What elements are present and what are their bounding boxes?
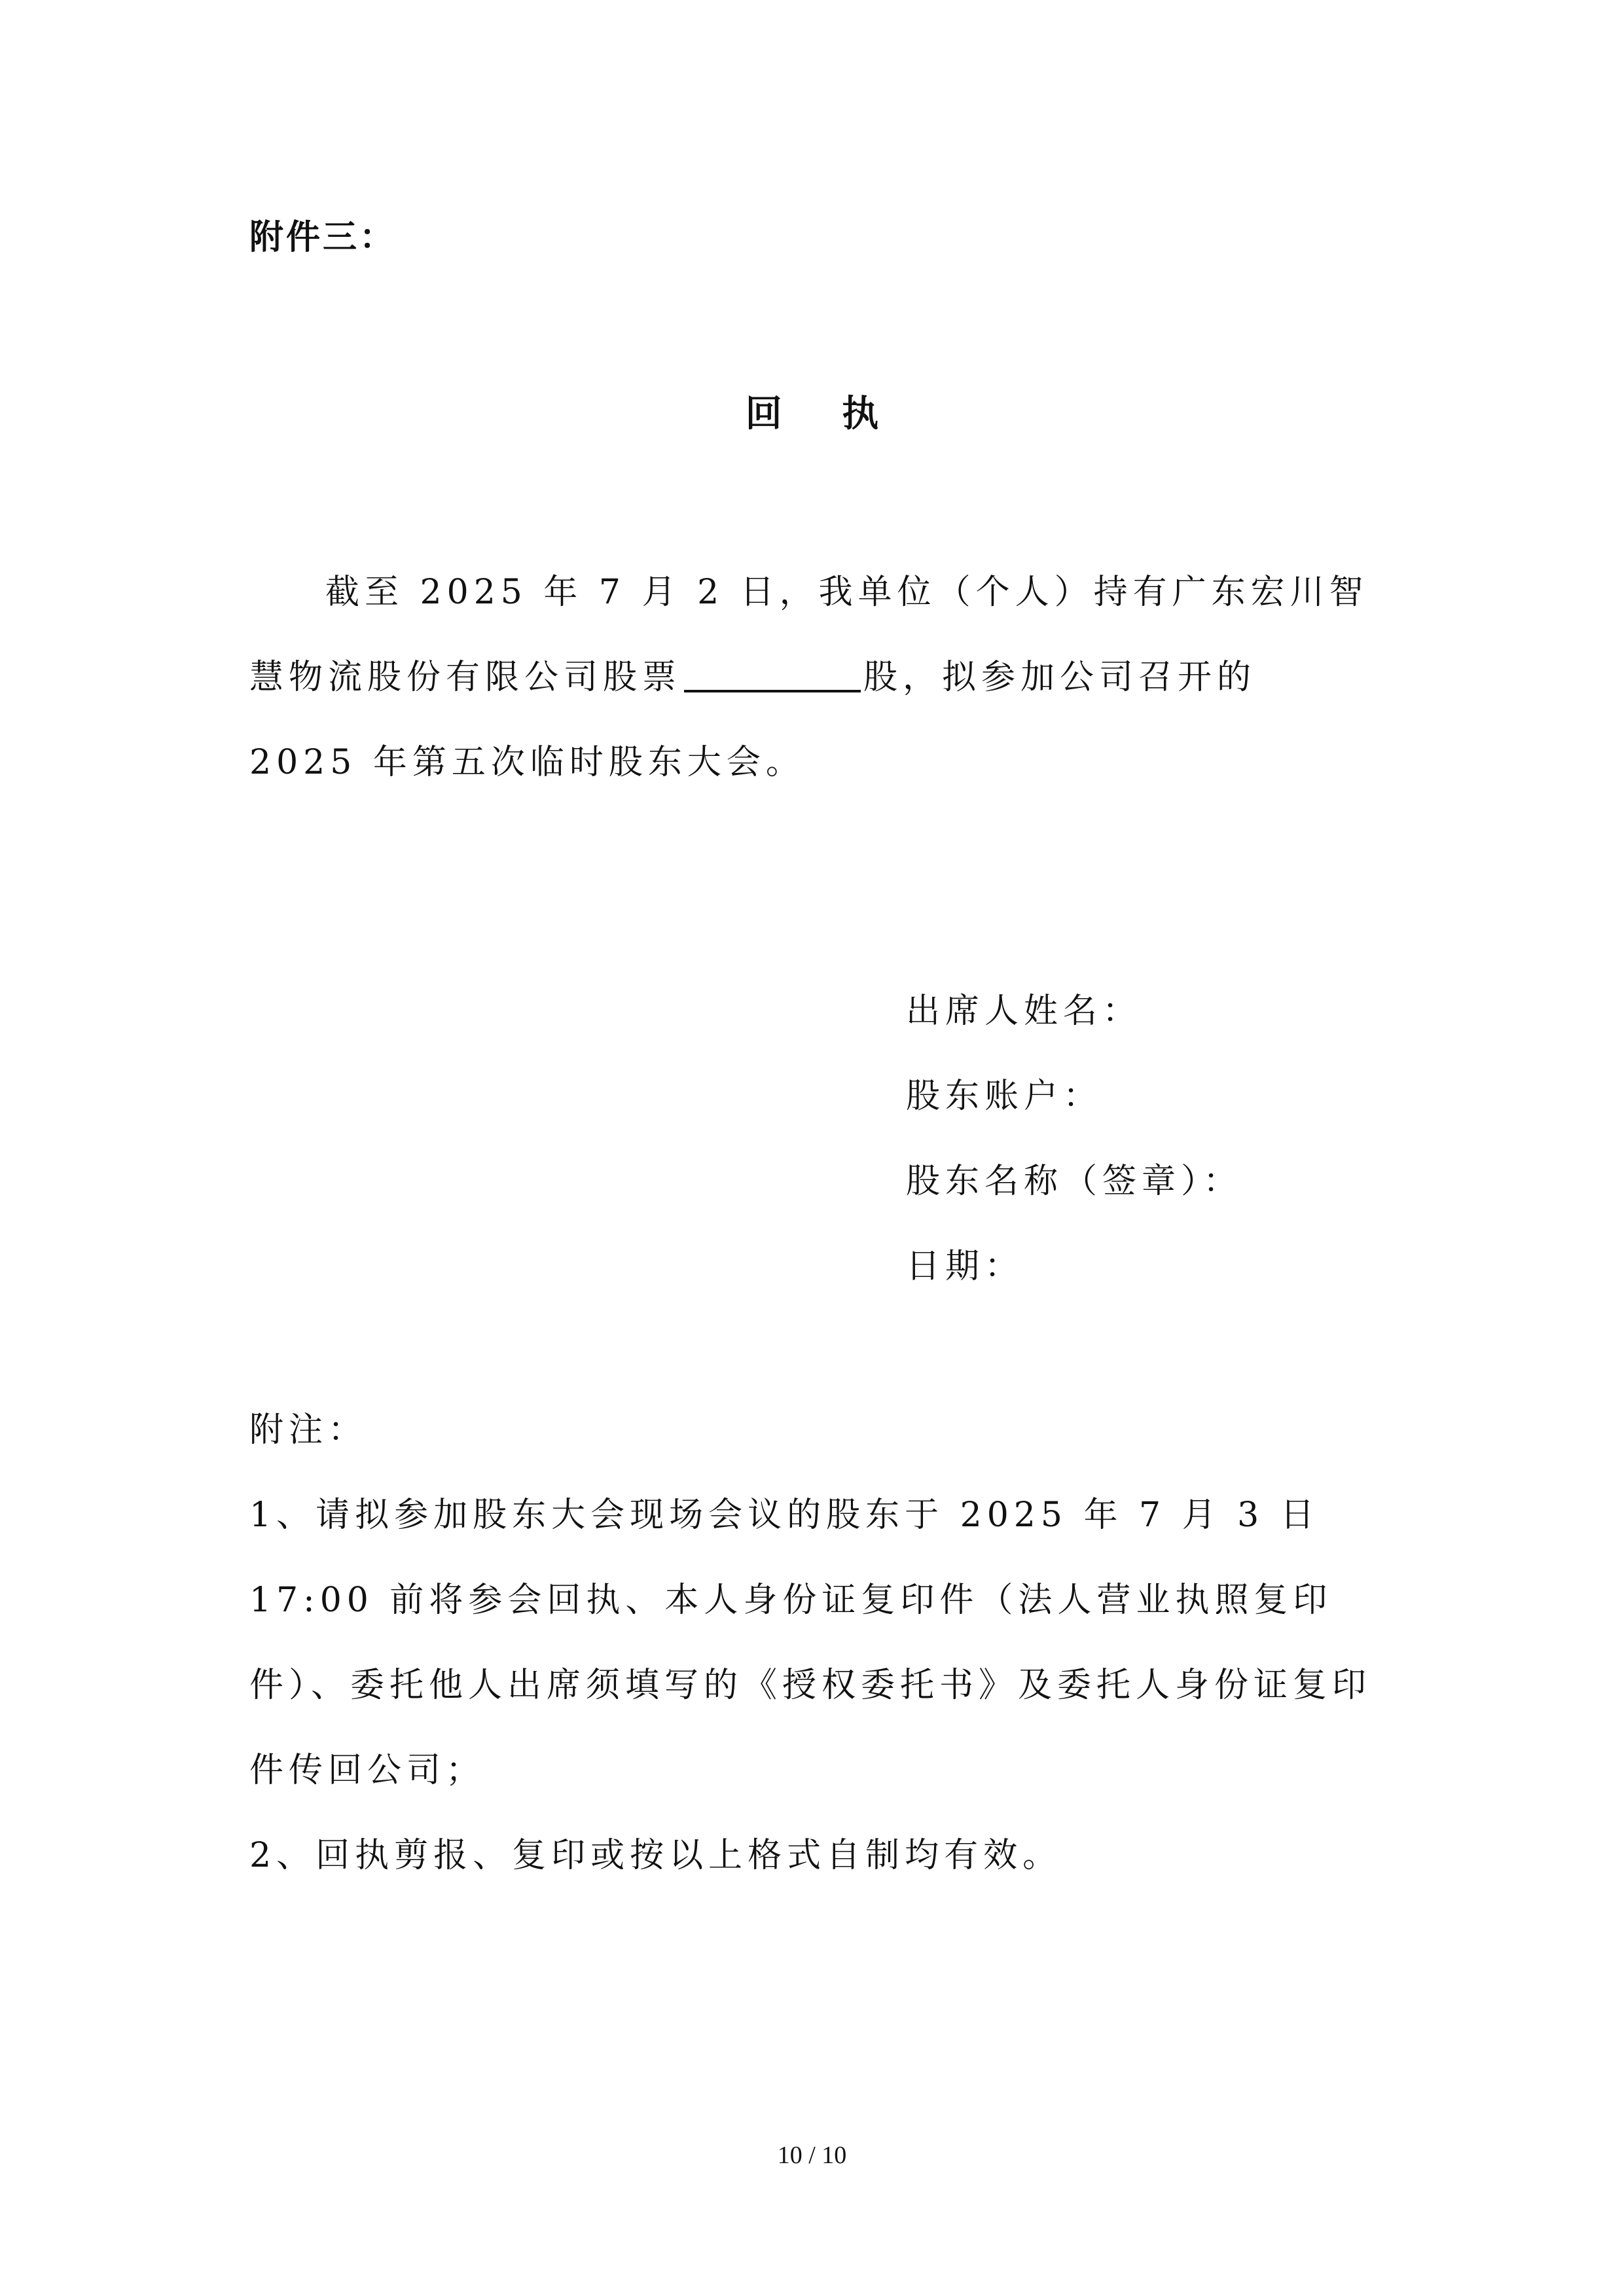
page-number: 10 / 10: [777, 2142, 847, 2169]
attendee-name-field: 出席人姓名：: [906, 992, 1142, 1031]
note-item-1: 1、请拟参加股东大会现场会议的股东于 2025 年 7 月 3 日 17:00 前将参会回执、本人身份证复印件（法人营业执照复印件）、委托他人出席须填写的《授权委托书》及委托人身份证复印件传回公司；: [249, 1496, 1372, 1790]
share-count-blank[interactable]: [684, 656, 861, 692]
notes-heading: 附注：: [249, 1410, 368, 1450]
attachment-label: 附件三：: [249, 217, 397, 257]
note-item-2: 2、回执剪报、复印或按以上格式自制均有效。: [249, 1836, 1062, 1875]
date-field: 日期：: [906, 1247, 1024, 1286]
statement-text-part1: 截至 2025 年 7 月 2 日，我单位（个人）持有广东宏川智慧物流股份有限公司股票: [249, 573, 1369, 697]
statement-text-part2: 股，拟参加公司召开的 2025 年第五次临时股东大会。: [249, 658, 1257, 782]
notes-section: [249, 1388, 1375, 1898]
shareholder-name-seal-field: 股东名称（签章）：: [906, 1162, 1243, 1201]
signature-block: [906, 969, 1242, 1309]
shareholder-account-field: 股东账户：: [906, 1077, 1103, 1116]
statement-paragraph: [249, 550, 1375, 805]
document-title: 回 执: [745, 392, 903, 435]
